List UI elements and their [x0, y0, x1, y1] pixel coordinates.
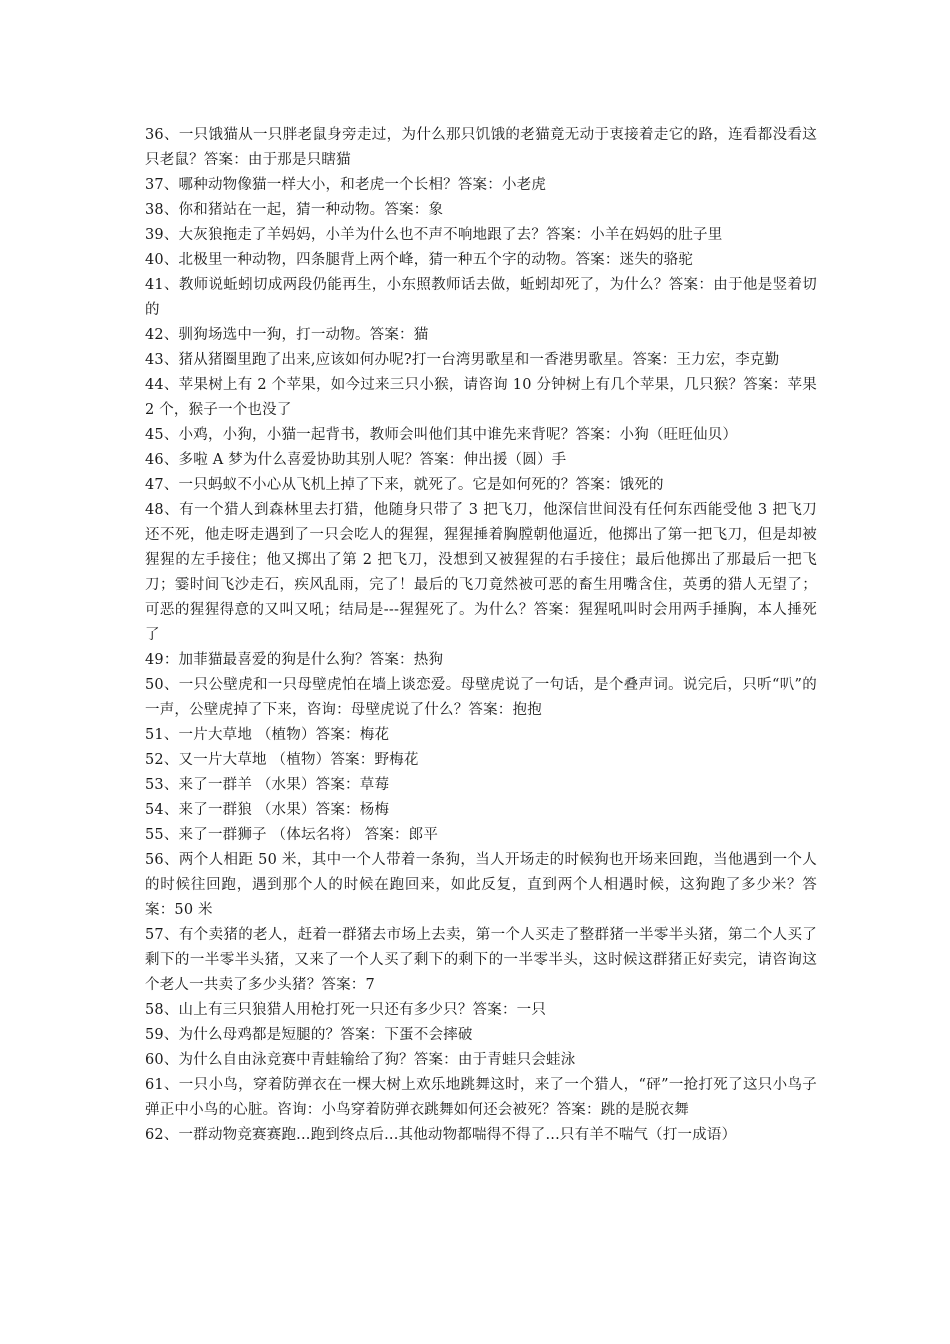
riddle-38: 38、你和猪站在一起，猜一种动物。答案：象	[145, 202, 444, 218]
riddle-41: 41、教师说蚯蚓切成两段仍能再生，小东照教师话去做，蚯蚓却死了，为什么？答案：由于他是竖着切的	[145, 277, 817, 318]
riddle-36: 36、一只饿猫从一只胖老鼠身旁走过，为什么那只饥饿的老猫竟无动于衷接着走它的路，连看都没看这只老鼠？答案：由于那是只瞎猫	[145, 127, 817, 168]
riddle-50: 50、一只公壁虎和一只母壁虎怕在墙上谈恋爱。母壁虎说了一句话，是个叠声词。说完后，只听“叭”的一声，公壁虎掉了下来，咨询：母壁虎说了什么？答案：抱抱	[145, 677, 817, 718]
riddle-54: 54、来了一群狼 （水果）答案：杨梅	[145, 802, 390, 818]
riddle-59: 59、为什么母鸡都是短腿的？答案：下蛋不会摔破	[145, 1027, 473, 1043]
riddle-46: 46、多啦 A 梦为什么喜爱协助其别人呢？答案：伸出援（圆）手	[145, 452, 567, 468]
riddle-40: 40、北极里一种动物，四条腿背上两个峰，猜一种五个字的动物。答案：迷失的骆驼	[145, 252, 694, 268]
riddle-51: 51、一片大草地 （植物）答案：梅花	[145, 727, 390, 743]
riddle-58: 58、山上有三只狼猎人用枪打死一只还有多少只？答案：一只	[145, 1002, 547, 1018]
riddle-43: 43、猪从猪圈里跑了出来,应该如何办呢?打一台湾男歌星和一香港男歌星。答案：王力宏，李克勤	[145, 352, 780, 368]
riddle-47: 47、一只蚂蚁不小心从飞机上掉了下来，就死了。它是如何死的？答案：饿死的	[145, 477, 664, 493]
riddle-45: 45、小鸡，小狗，小猫一起背书，教师会叫他们其中谁先来背呢？答案：小狗（旺旺仙贝）	[145, 427, 738, 443]
riddle-52: 52、又一片大草地 （植物）答案：野梅花	[145, 752, 419, 768]
riddle-39: 39、大灰狼拖走了羊妈妈，小羊为什么也不声不响地跟了去？答案：小羊在妈妈的肚子里	[145, 227, 723, 243]
document-body	[145, 123, 817, 1148]
riddle-37: 37、哪种动物像猫一样大小，和老虎一个长相？答案：小老虎	[145, 177, 547, 193]
riddle-42: 42、驯狗场选中一狗，打一动物。答案：猫	[145, 327, 429, 343]
riddle-48: 48、有一个猎人到森林里去打猎，他随身只带了 3 把飞刀，他深信世间没有任何东西能受他 3 把飞刀还不死，他走呀走遇到了一只会吃人的猩猩，猩猩捶着胸膛朝他逼近，他掷出了第一把飞刀，但是却被猩猩的左手接住；他又掷出了第 2 把飞刀，没想到又被猩猩的右手接住；最后他掷出了那最后一把飞刀；霎时间飞沙走石，疾风乱雨，完了！最后的飞刀竟然被可恶的畜生用嘴含住，英勇的猎人无望了；可恶的猩猩得意的又叫又吼；结局是---猩猩死了。为什么？答案：猩猩吼叫时会用两手捶胸，本人捶死了	[145, 502, 817, 643]
riddle-61: 61、一只小鸟，穿着防弹衣在一棵大树上欢乐地跳舞这时，来了一个猎人，“砰”一抢打死了这只小鸟子弹正中小鸟的心脏。咨询：小鸟穿着防弹衣跳舞如何还会被死？答案：跳的是脱衣舞	[145, 1077, 817, 1118]
riddle-57: 57、有个卖猪的老人，赶着一群猪去市场上去卖，第一个人买走了整群猪一半零半头猪，第二个人买了剩下的一半零半头猪，又来了一个人买了剩下的剩下的一半零半头，这时候这群猪正好卖完，请咨询这个老人一共卖了多少头猪？答案：7	[145, 927, 817, 993]
riddle-49: 49：加菲猫最喜爱的狗是什么狗？答案：热狗	[145, 652, 444, 668]
riddle-44: 44、苹果树上有 2 个苹果，如今过来三只小猴，请咨询 10 分钟树上有几个苹果，几只猴？答案：苹果 2 个，猴子一个也没了	[145, 377, 817, 418]
riddle-53: 53、来了一群羊 （水果）答案：草莓	[145, 777, 390, 793]
riddle-55: 55、来了一群狮子 （体坛名将） 答案：郎平	[145, 827, 439, 843]
riddle-60: 60、为什么自由泳竞赛中青蛙输给了狗？答案：由于青蛙只会蛙泳	[145, 1052, 576, 1068]
riddle-62: 62、一群动物竞赛赛跑...跑到终点后...其他动物都喘得不得了...只有羊不喘气（打一成语）	[145, 1127, 737, 1143]
riddle-56: 56、两个人相距 50 米，其中一个人带着一条狗，当人开场走的时候狗也开场来回跑，当他遇到一个人的时候往回跑，遇到那个人的时候在跑回来，如此反复，直到两个人相遇时候，这狗跑了多少米？答案：50 米	[145, 852, 817, 918]
